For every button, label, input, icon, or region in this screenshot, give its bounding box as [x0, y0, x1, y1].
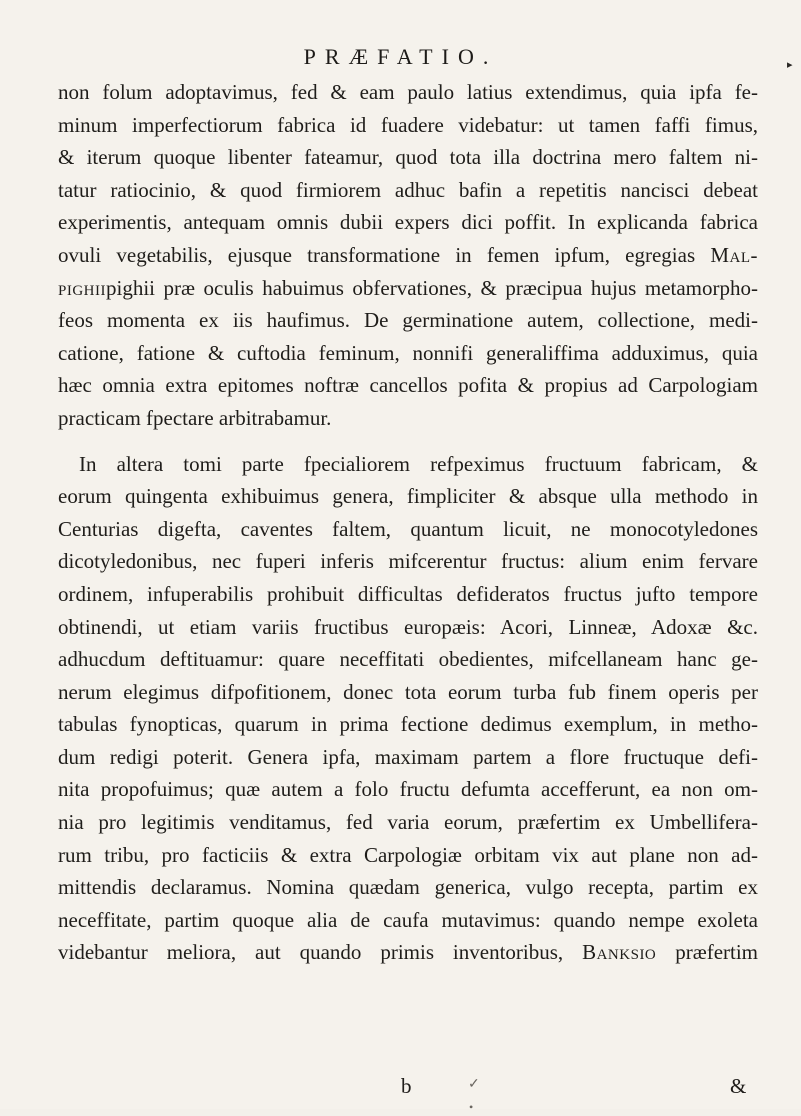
dot-icon: •	[469, 1100, 474, 1114]
text-line: feos momenta ex iis haufimus. De germinatione autem, collectione, medi-	[58, 308, 758, 333]
text-line-part: præfertim	[656, 940, 759, 965]
running-head: PRÆFATIO.	[303, 44, 498, 69]
catchword: &	[730, 1074, 747, 1098]
signature-mark: b	[401, 1074, 412, 1098]
text-line: experimentis, antequam omnis dubii expers dici poffit. In explicanda fabrica	[58, 210, 758, 235]
text-line: dicotyledonibus, nec fuperi inferis mifcerentur fructus: alium enim fervare	[58, 549, 758, 574]
text-line: obtinendi, ut etiam variis fructibus europæis: Acori, Linneæ, Adoxæ &c.	[58, 614, 758, 639]
text-line-part: pighii præ oculis habuimus obfervationes, & præcipua hujus metamorpho-	[106, 275, 758, 300]
text-line: rum tribu, pro facticiis & extra Carpologiæ orbitam vix aut plane non ad-	[58, 842, 758, 867]
text-line: hæc omnia extra epitomes noftræ cancellos pofita & propius ad Carpologiam	[58, 373, 758, 398]
text-line: eorum quingenta exhibuimus genera, fimpliciter & absque ulla methodo in	[58, 484, 758, 509]
text-line: nita propofuimus; quæ autem a folo fructu defumta accefferunt, ea non om-	[58, 777, 758, 802]
text-line: practicam fpectare arbitrabamur.	[58, 405, 332, 430]
text-line: tabulas fynopticas, quarum in prima fectione dedimus exemplum, in metho-	[58, 712, 758, 737]
text-line: non folum adoptavimus, fed & eam paulo latius extendimus, quia ipfa fe-	[58, 80, 758, 104]
text-line	[58, 239, 758, 272]
text-line: nia pro legitimis venditamus, fed varia eorum, præfertim ex Umbellifera-	[58, 810, 758, 835]
text-line: tatur ratiocinio, & quod firmiorem adhuc bafin a repetitis nancisci debeat	[58, 177, 758, 202]
text-line-part: videbantur meliora, aut quando primis inventoribus,	[58, 940, 583, 965]
page-footer	[0, 1074, 801, 1116]
text-line: adhucdum deftituamur: quare neceffitati obedientes, mifcellaneam hanc ge-	[58, 647, 758, 672]
text-line: Centurias digefta, caventes faltem, quantum licuit, ne monocotyledones	[58, 516, 758, 541]
author-name: pighii	[58, 275, 106, 300]
text-line: & iterum quoque libenter fateamur, quod tota illa doctrina mero faltem ni-	[58, 145, 758, 170]
corner-mark: ▸	[787, 59, 793, 71]
text-line	[58, 272, 758, 305]
text-line: In altera tomi parte fpecialiorem refpeximus fructuum fabricam, &	[79, 451, 758, 476]
check-icon: ✓	[468, 1077, 480, 1092]
body-text	[58, 76, 758, 969]
author-name: Mal-	[710, 242, 758, 267]
text-line: neceffitate, partim quoque alia de caufa mutavimus: quando nempe exoleta	[58, 907, 758, 932]
text-line: dum redigi poterit. Genera ipfa, maximam partem a flore fructuque defi-	[58, 744, 758, 769]
text-line-part: ovuli vegetabilis, ejusque transformatione in femen ipfum, egregias	[58, 242, 711, 267]
paragraph-1	[58, 76, 758, 435]
text-line	[58, 936, 758, 969]
paragraph-2	[58, 448, 758, 970]
text-line: ordinem, infuperabilis prohibuit difficultas defideratos fructus jufto tempore	[58, 581, 758, 606]
author-name: Banksio	[582, 940, 657, 965]
text-line: mittendis declaramus. Nomina quædam generica, vulgo recepta, partim ex	[58, 875, 758, 900]
text-line: catione, fatione & cuftodia feminum, nonnifi generaliffima adduximus, quia	[58, 340, 758, 365]
text-line: minum imperfectiorum fabrica id fuadere videbatur: ut tamen faffi fimus,	[58, 112, 758, 137]
text-line: nerum elegimus difpofitionem, donec tota eorum turba fub finem operis per	[58, 679, 758, 704]
